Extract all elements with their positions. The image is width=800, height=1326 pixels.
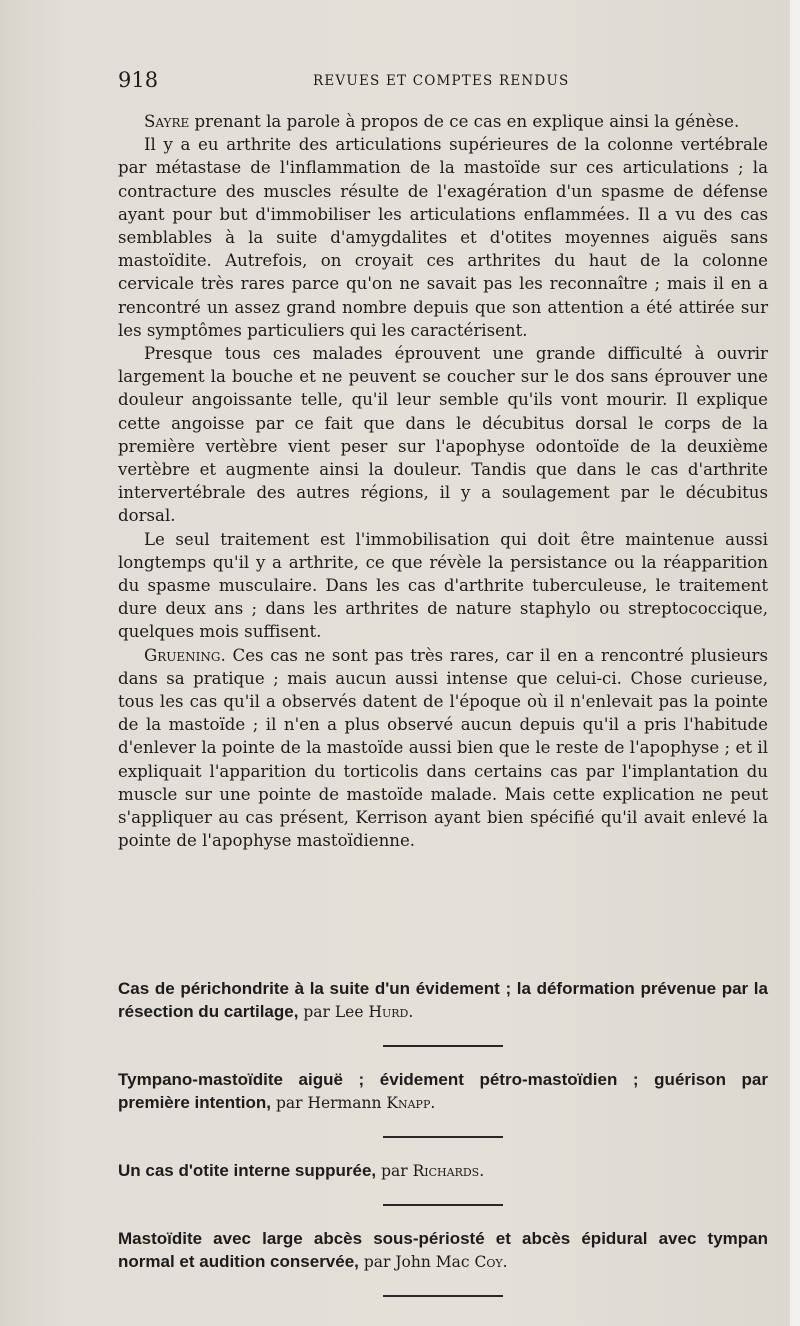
article-byline: par Lee <box>298 1003 369 1021</box>
page-number: 918 <box>118 68 159 92</box>
article-author: Coy. <box>474 1253 508 1271</box>
article-title <box>118 1227 768 1274</box>
article-heading: Tympano-mastoïdite aiguë ; évidement pétro-mastoïdien ; guérison par première intention, <box>118 1070 768 1112</box>
article-list <box>118 975 768 1318</box>
paragraph-text: prenant la parole à propos de ce cas en explique ainsi la génèse. <box>189 112 740 131</box>
paragraph-text: Ces cas ne sont pas très rares, car il en a rencontré plusieurs dans sa pratique ; mais aucun aussi intense que celui-ci. Chose curieuse, tous les cas qu'il a observés datent de l'époque où il n'enlevait pas la pointe de la mastoïde ; il n'en a plus observé aucun depuis qu'il a pris l'habitude d'enlever la pointe de la mastoïde aussi bien que le reste de l'apophyse ; et il expliquait l'apparition du torticolis dans certains cas par l'implantation du muscle sur une pointe de mastoïde malade. Mais cette explication ne peut s'appliquer au cas présent, Kerrison ayant bien spécifié qu'il avait enlevé la pointe de l'apophyse mastoïdienne. <box>118 645 768 851</box>
paragraph <box>118 644 768 853</box>
paragraph: Presque tous ces malades éprouvent une grande difficulté à ouvrir largement la bouche et ne peuvent se coucher sur le dos sans éprouver une douleur angoissante telle, qu'il leur semble qu'ils vont mourir. Il explique cette angoisse par ce fait que dans le décubitus dorsal le corps de la première vertèbre vient peser sur l'apophyse odontoïde de la deuxième vertèbre et augmente ainsi la douleur. Tandis que dans le cas d'arthrite intervertébrale des autres régions, il y a soulagement par le décubitus dorsal. <box>118 344 768 526</box>
divider <box>383 1136 503 1138</box>
article-heading: Mastoïdite avec large abcès sous-périosté et abcès épidural avec tympan normal et audition conservée, <box>118 1229 768 1271</box>
speaker-name: Gruening. <box>144 645 226 665</box>
divider <box>383 1045 503 1047</box>
article-title <box>118 1159 768 1183</box>
article-byline: par John Mac <box>358 1253 475 1271</box>
article-title <box>118 1068 768 1115</box>
article-heading: Cas de périchondrite à la suite d'un évidement ; la déformation prévenue par la résection du cartilage, <box>118 979 768 1021</box>
article-title <box>118 977 768 1024</box>
article-body <box>118 110 768 853</box>
article-author: Knapp. <box>386 1094 436 1112</box>
paragraph <box>118 110 768 133</box>
article-byline: par Hermann <box>271 1094 387 1112</box>
speaker-name: Sayre <box>144 112 190 131</box>
page-edge <box>790 0 800 1326</box>
article-author: Richards. <box>412 1162 485 1180</box>
divider <box>383 1204 503 1206</box>
divider <box>383 1295 503 1297</box>
article-heading: Un cas d'otite interne suppurée, <box>118 1161 377 1180</box>
paragraph: Il y a eu arthrite des articulations supérieures de la colonne vertébrale par métastase de l'inflammation de la mastoïde sur ces articulations ; la contracture des muscles résulte de l'exagération d'un spasme de défense ayant pour but d'immobiliser les articulations enflammées. Il a vu des cas semblables à la suite d'amygdalites et d'otites moyennes aiguës sans mastoïdite. Autrefois, on croyait ces arthrites du haut de la colonne cervicale très rares parce qu'on ne savait pas les reconnaître ; mais il en a rencontré un assez grand nombre depuis que son attention a été attirée sur les symptômes particuliers qui les caractérisent. <box>118 135 768 340</box>
article-author: Hurd. <box>368 1003 414 1021</box>
running-title: REVUES ET COMPTES RENDUS <box>313 73 570 89</box>
page-header <box>118 68 770 98</box>
paragraph: Le seul traitement est l'immobilisation qui doit être maintenue aussi longtemps qu'il y a arthrite, ce que révèle la persistance ou la réapparition du spasme musculaire. Dans les cas d'arthrite tuberculeuse, le traitement dure deux ans ; dans les arthrites de nature staphylo ou streptococcique, quelques mois suffisent. <box>118 529 768 642</box>
article-byline: par <box>376 1162 413 1180</box>
